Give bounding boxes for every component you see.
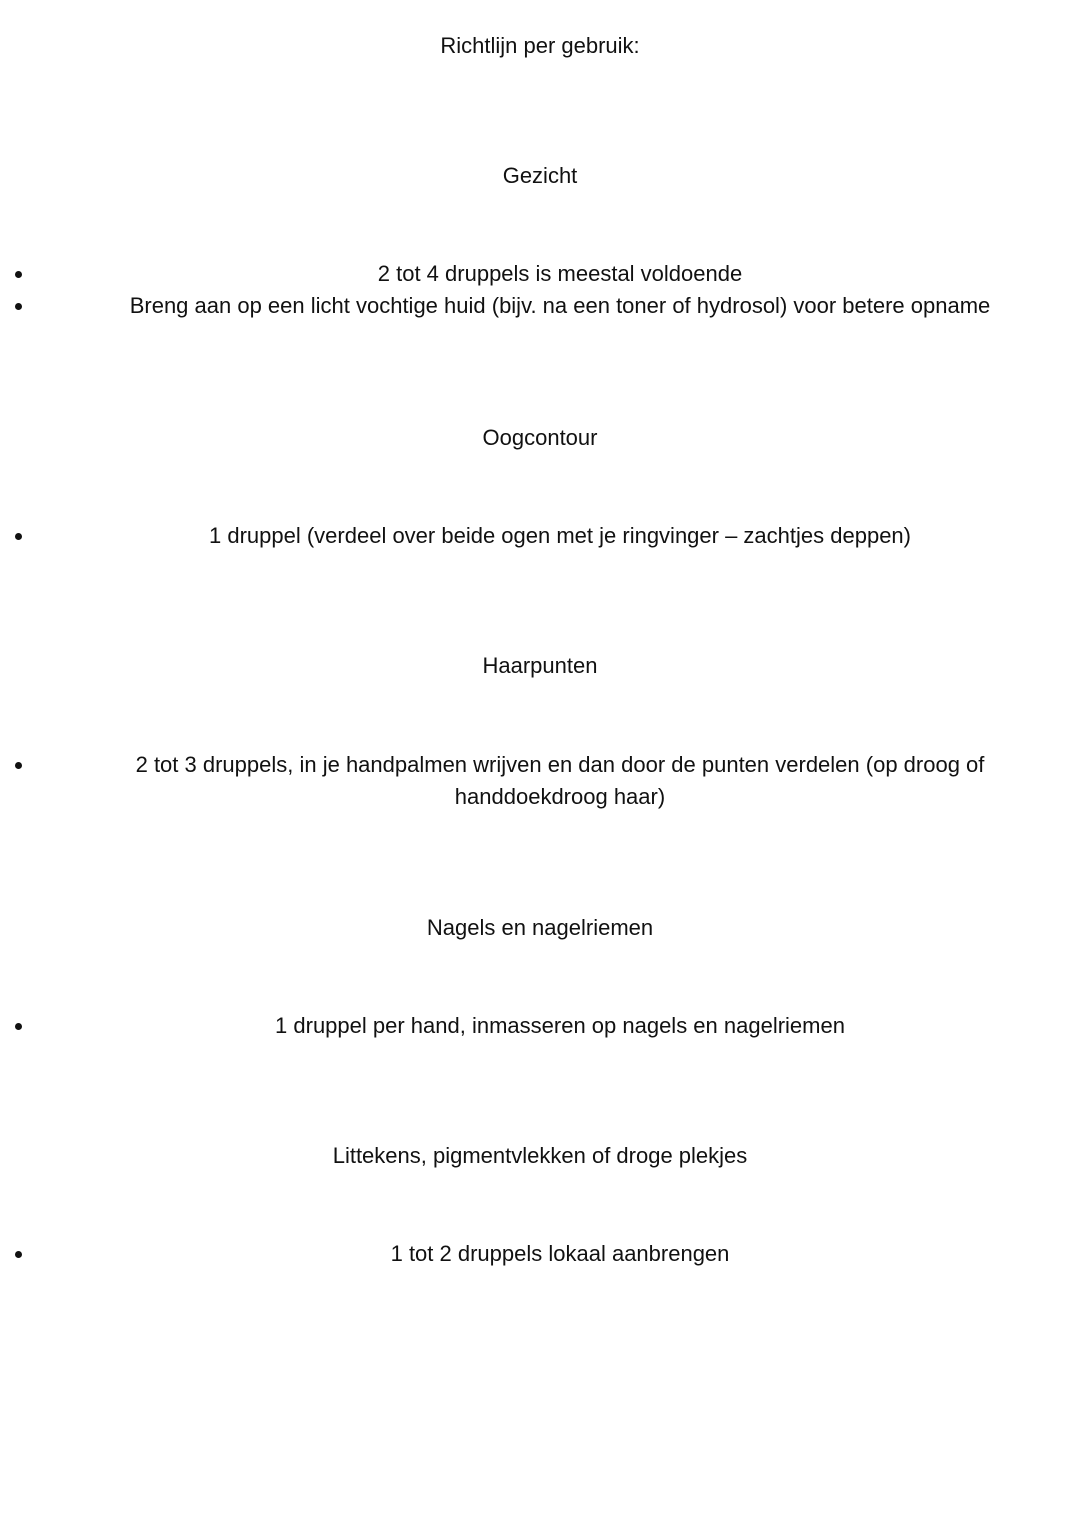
bullet-list-haarpunten (0, 749, 1080, 813)
bullet-list-nagels (0, 1010, 1080, 1042)
list-item-text: 1 druppel (verdeel over beide ogen met je ringvinger – zachtjes deppen) (209, 523, 911, 548)
list-item-text: 1 druppel per hand, inmasseren op nagels en nagelriemen (275, 1013, 845, 1038)
section-heading-nagels: Nagels en nagelriemen (426, 915, 654, 940)
bullet-dot-icon (15, 533, 22, 540)
list-item (0, 520, 1080, 552)
list-item-text: 2 tot 3 druppels, in je handpalmen wrijven en dan door de punten verdelen (op droog of handdoekdroog haar) (135, 752, 985, 809)
list-item (0, 258, 1080, 290)
list-item (0, 749, 1080, 813)
list-item (0, 290, 1080, 322)
bullet-list-littekens (0, 1238, 1080, 1270)
bullet-dot-icon (15, 1251, 22, 1258)
list-item (0, 1238, 1080, 1270)
section-heading-littekens: Littekens, pigmentvlekken of droge plekjes (332, 1143, 748, 1168)
bullet-dot-icon (15, 303, 22, 310)
list-item-text: Breng aan op een licht vochtige huid (bijv. na een toner of hydrosol) voor betere opname (129, 293, 991, 318)
bullet-dot-icon (15, 1023, 22, 1030)
bullet-dot-icon (15, 762, 22, 769)
page-title: Richtlijn per gebruik: (440, 33, 640, 58)
list-item (0, 1010, 1080, 1042)
bullet-list-gezicht (0, 258, 1080, 322)
section-heading-haarpunten: Haarpunten (482, 653, 598, 678)
section-heading-gezicht: Gezicht (502, 163, 578, 188)
list-item-text: 1 tot 2 druppels lokaal aanbrengen (390, 1241, 730, 1266)
bullet-list-oogcontour (0, 520, 1080, 552)
section-heading-oogcontour: Oogcontour (482, 425, 598, 450)
list-item-text: 2 tot 4 druppels is meestal voldoende (377, 261, 743, 286)
bullet-dot-icon (15, 271, 22, 278)
